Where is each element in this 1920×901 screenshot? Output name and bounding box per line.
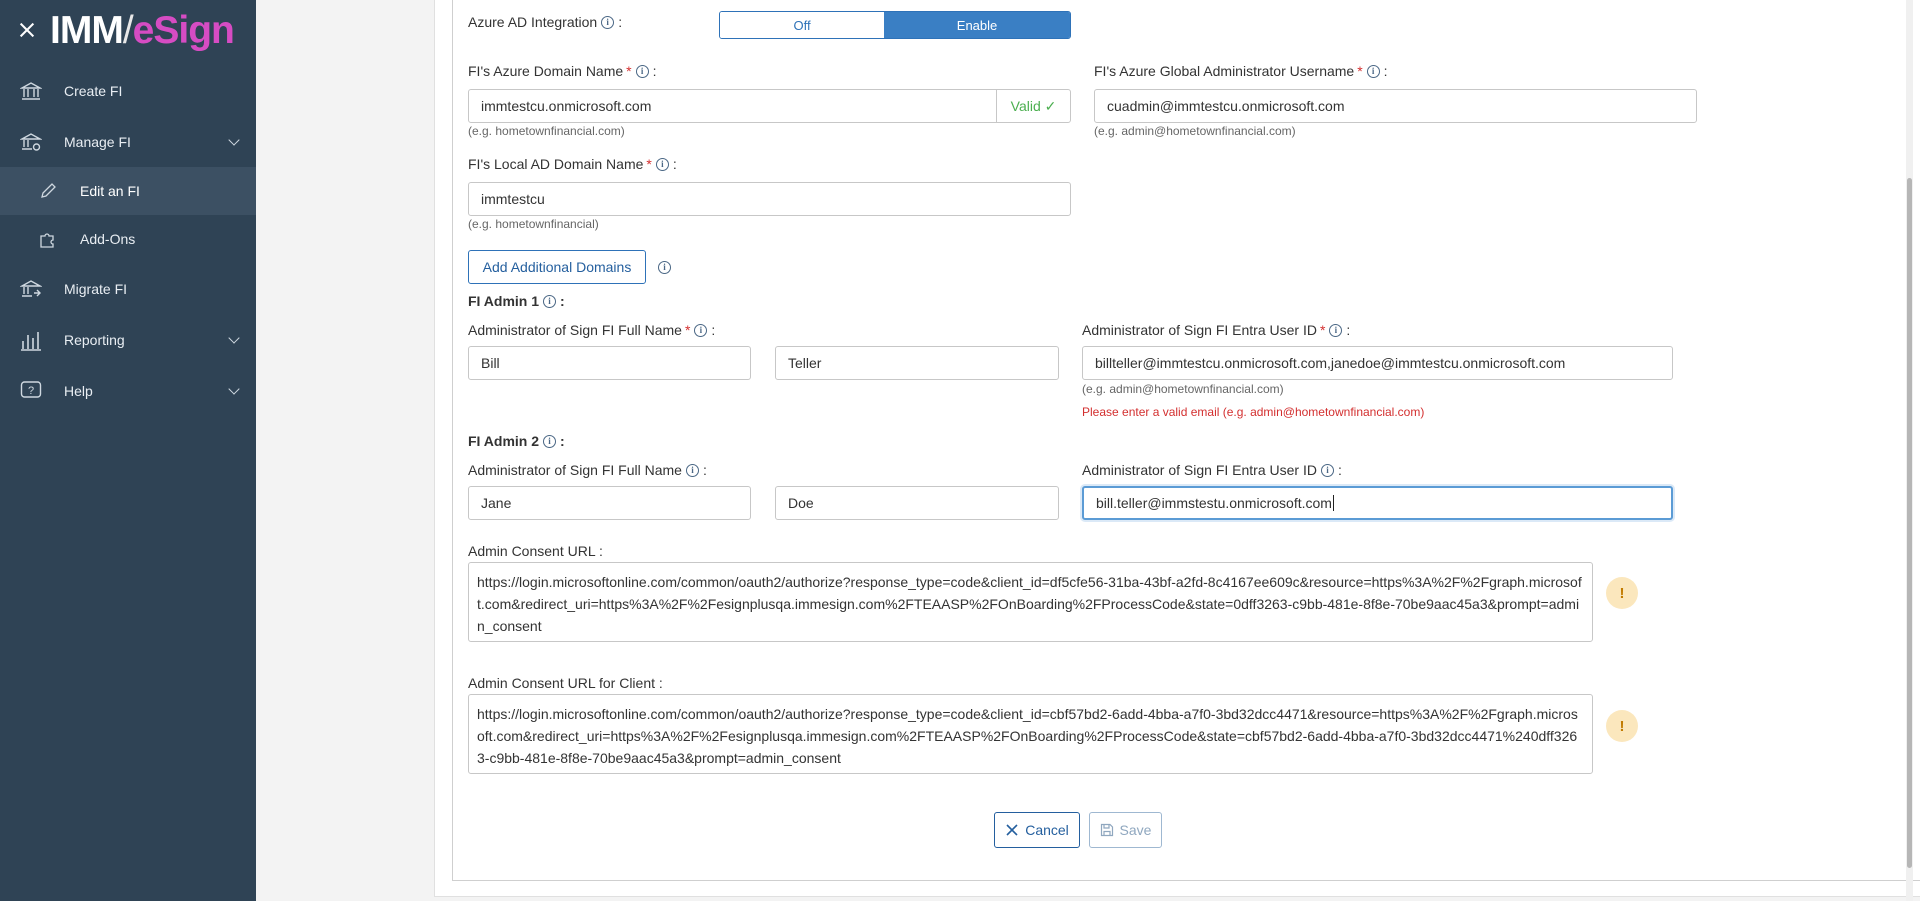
warning-icon[interactable]: ! <box>1606 577 1638 609</box>
cancel-label: Cancel <box>1025 822 1069 838</box>
fi-admin-2-heading: FI Admin 2 i : <box>468 433 565 449</box>
pencil-icon <box>38 181 58 201</box>
admin2-first-name-input[interactable]: Jane <box>468 486 751 520</box>
info-icon[interactable]: i <box>656 158 669 171</box>
admin1-name-label: Administrator of Sign FI Full Name * i : <box>468 322 716 338</box>
consent-url-client-label: Admin Consent URL for Client : <box>468 675 663 691</box>
scrollbar[interactable] <box>1906 0 1913 901</box>
admin1-entra-input[interactable]: billteller@immtestcu.onmicrosoft.com,janedoe@immtestcu.onmicrosoft.com <box>1082 346 1673 380</box>
chevron-down-icon <box>228 134 239 145</box>
sidebar-item-create-fi[interactable] <box>0 65 256 116</box>
sidebar-item-label: Add-Ons <box>80 231 136 247</box>
sidebar-item-edit-an-fi[interactable] <box>0 167 256 215</box>
chevron-down-icon <box>228 332 239 343</box>
sidebar-item-label: Create FI <box>64 82 123 99</box>
azure-domain-valid-badge: Valid ✓ <box>996 89 1071 123</box>
azure-ad-toggle <box>719 11 1071 39</box>
sidebar-item-reporting[interactable] <box>0 314 256 365</box>
admin1-entra-label: Administrator of Sign FI Entra User ID * i : <box>1082 322 1351 338</box>
local-ad-label: FI's Local AD Domain Name * i : <box>468 156 677 172</box>
close-icon[interactable] <box>18 21 36 39</box>
floppy-disk-icon <box>1100 823 1114 837</box>
admin1-first-name-input[interactable]: Bill <box>468 346 751 380</box>
scrollbar-thumb[interactable] <box>1907 178 1912 868</box>
text-caret <box>1333 495 1334 511</box>
close-icon <box>1005 823 1019 837</box>
sidebar-item-label: Edit an FI <box>80 183 140 199</box>
consent-url-textarea[interactable]: https://login.microsoftonline.com/common/oauth2/authorize?response_type=code&client_id=df5cfe56-31ba-43bf-a2fd-8c4167ee609c&resource=https%3A%2F%2Fgraph.microsoft.com&redirect_uri=https%3A%2F%2Fesignplusqa.immesign.com%2FTEAASP%2FOnBoarding%2FProcessCode&state=0dff3263-c9bb-481e-8f8e-70be9aac45a3&prompt=admin_consent <box>468 562 1593 642</box>
sidebar-item-add-ons[interactable] <box>0 215 256 263</box>
sidebar-item-label: Help <box>64 382 93 399</box>
cancel-button[interactable] <box>994 812 1080 848</box>
admin2-entra-input[interactable] <box>1082 486 1673 520</box>
bank-settings-icon <box>20 131 42 153</box>
azure-admin-label: FI's Azure Global Administrator Username * i : <box>1094 63 1388 79</box>
warning-icon[interactable]: ! <box>1606 710 1638 742</box>
sidebar-item-label: Manage FI <box>64 133 131 150</box>
azure-domain-hint: (e.g. hometownfinancial.com) <box>468 124 625 138</box>
chevron-down-icon <box>228 383 239 394</box>
local-ad-input[interactable]: immtestcu <box>468 182 1071 216</box>
info-icon[interactable]: i <box>694 324 707 337</box>
admin1-entra-error: Please enter a valid email (e.g. admin@hometownfinancial.com) <box>1082 405 1425 419</box>
save-label: Save <box>1119 822 1152 838</box>
logo: IMM/eSign <box>50 8 234 52</box>
azure-ad-off-option[interactable]: Off <box>720 12 884 38</box>
fi-admin-1-heading: FI Admin 1 i : <box>468 293 565 309</box>
azure-admin-hint: (e.g. admin@hometownfinancial.com) <box>1094 124 1296 138</box>
info-icon[interactable]: i <box>1367 65 1380 78</box>
info-icon[interactable]: i <box>543 295 556 308</box>
puzzle-icon <box>38 229 58 249</box>
info-icon[interactable]: i <box>1329 324 1342 337</box>
bank-migrate-icon <box>20 278 42 300</box>
info-icon[interactable]: i <box>1321 464 1334 477</box>
sidebar <box>0 0 256 901</box>
info-icon[interactable]: i <box>658 261 671 274</box>
bar-chart-icon <box>20 329 42 351</box>
sidebar-item-label: Migrate FI <box>64 280 128 297</box>
sidebar-header <box>0 0 256 60</box>
info-icon[interactable]: i <box>686 464 699 477</box>
azure-admin-input[interactable]: cuadmin@immtestcu.onmicrosoft.com <box>1094 89 1697 123</box>
svg-text:?: ? <box>27 384 35 397</box>
azure-domain-input[interactable]: immtestcu.onmicrosoft.com <box>468 89 997 123</box>
help-icon <box>20 380 42 402</box>
add-additional-domains-button[interactable]: Add Additional Domains <box>468 250 646 284</box>
azure-ad-enable-option[interactable]: Enable <box>884 12 1070 38</box>
azure-ad-label: Azure AD Integration i : <box>468 14 623 30</box>
info-icon[interactable]: i <box>601 16 614 29</box>
sidebar-item-help[interactable] <box>0 365 256 416</box>
info-icon[interactable]: i <box>543 435 556 448</box>
sidebar-item-migrate-fi[interactable] <box>0 263 256 314</box>
admin2-name-label: Administrator of Sign FI Full Name i : <box>468 462 707 478</box>
consent-url-label: Admin Consent URL : <box>468 543 603 559</box>
admin2-last-name-input[interactable]: Doe <box>775 486 1059 520</box>
azure-domain-label: FI's Azure Domain Name * i : <box>468 63 657 79</box>
save-button[interactable] <box>1089 812 1162 848</box>
admin2-entra-label: Administrator of Sign FI Entra User ID i : <box>1082 462 1342 478</box>
admin2-entra-value: bill.teller@immstestu.onmicrosoft.com <box>1096 495 1332 511</box>
sidebar-item-manage-fi[interactable] <box>0 116 256 167</box>
admin1-entra-hint: (e.g. admin@hometownfinancial.com) <box>1082 382 1284 396</box>
main-content <box>256 0 1913 901</box>
local-ad-hint: (e.g. hometownfinancial) <box>468 217 599 231</box>
admin1-last-name-input[interactable]: Teller <box>775 346 1059 380</box>
sidebar-item-label: Reporting <box>64 331 125 348</box>
info-icon[interactable]: i <box>636 65 649 78</box>
bank-icon <box>20 80 42 102</box>
consent-url-client-textarea[interactable]: https://login.microsoftonline.com/common/oauth2/authorize?response_type=code&client_id=cbf57bd2-6add-4bba-a7f0-3bd32dcc4471&resource=https%3A%2F%2Fgraph.microsoft.com&redirect_uri=https%3A%2F%2Fesignplusqa.immesign.com%2FTEAASP%2FOnBoarding%2FProcessCode&state=cbf57bd2-6add-4bba-a7f0-3bd32dcc4471%240dff3263-c9bb-481e-8f8e-70be9aac45a3&prompt=admin_consent <box>468 694 1593 774</box>
